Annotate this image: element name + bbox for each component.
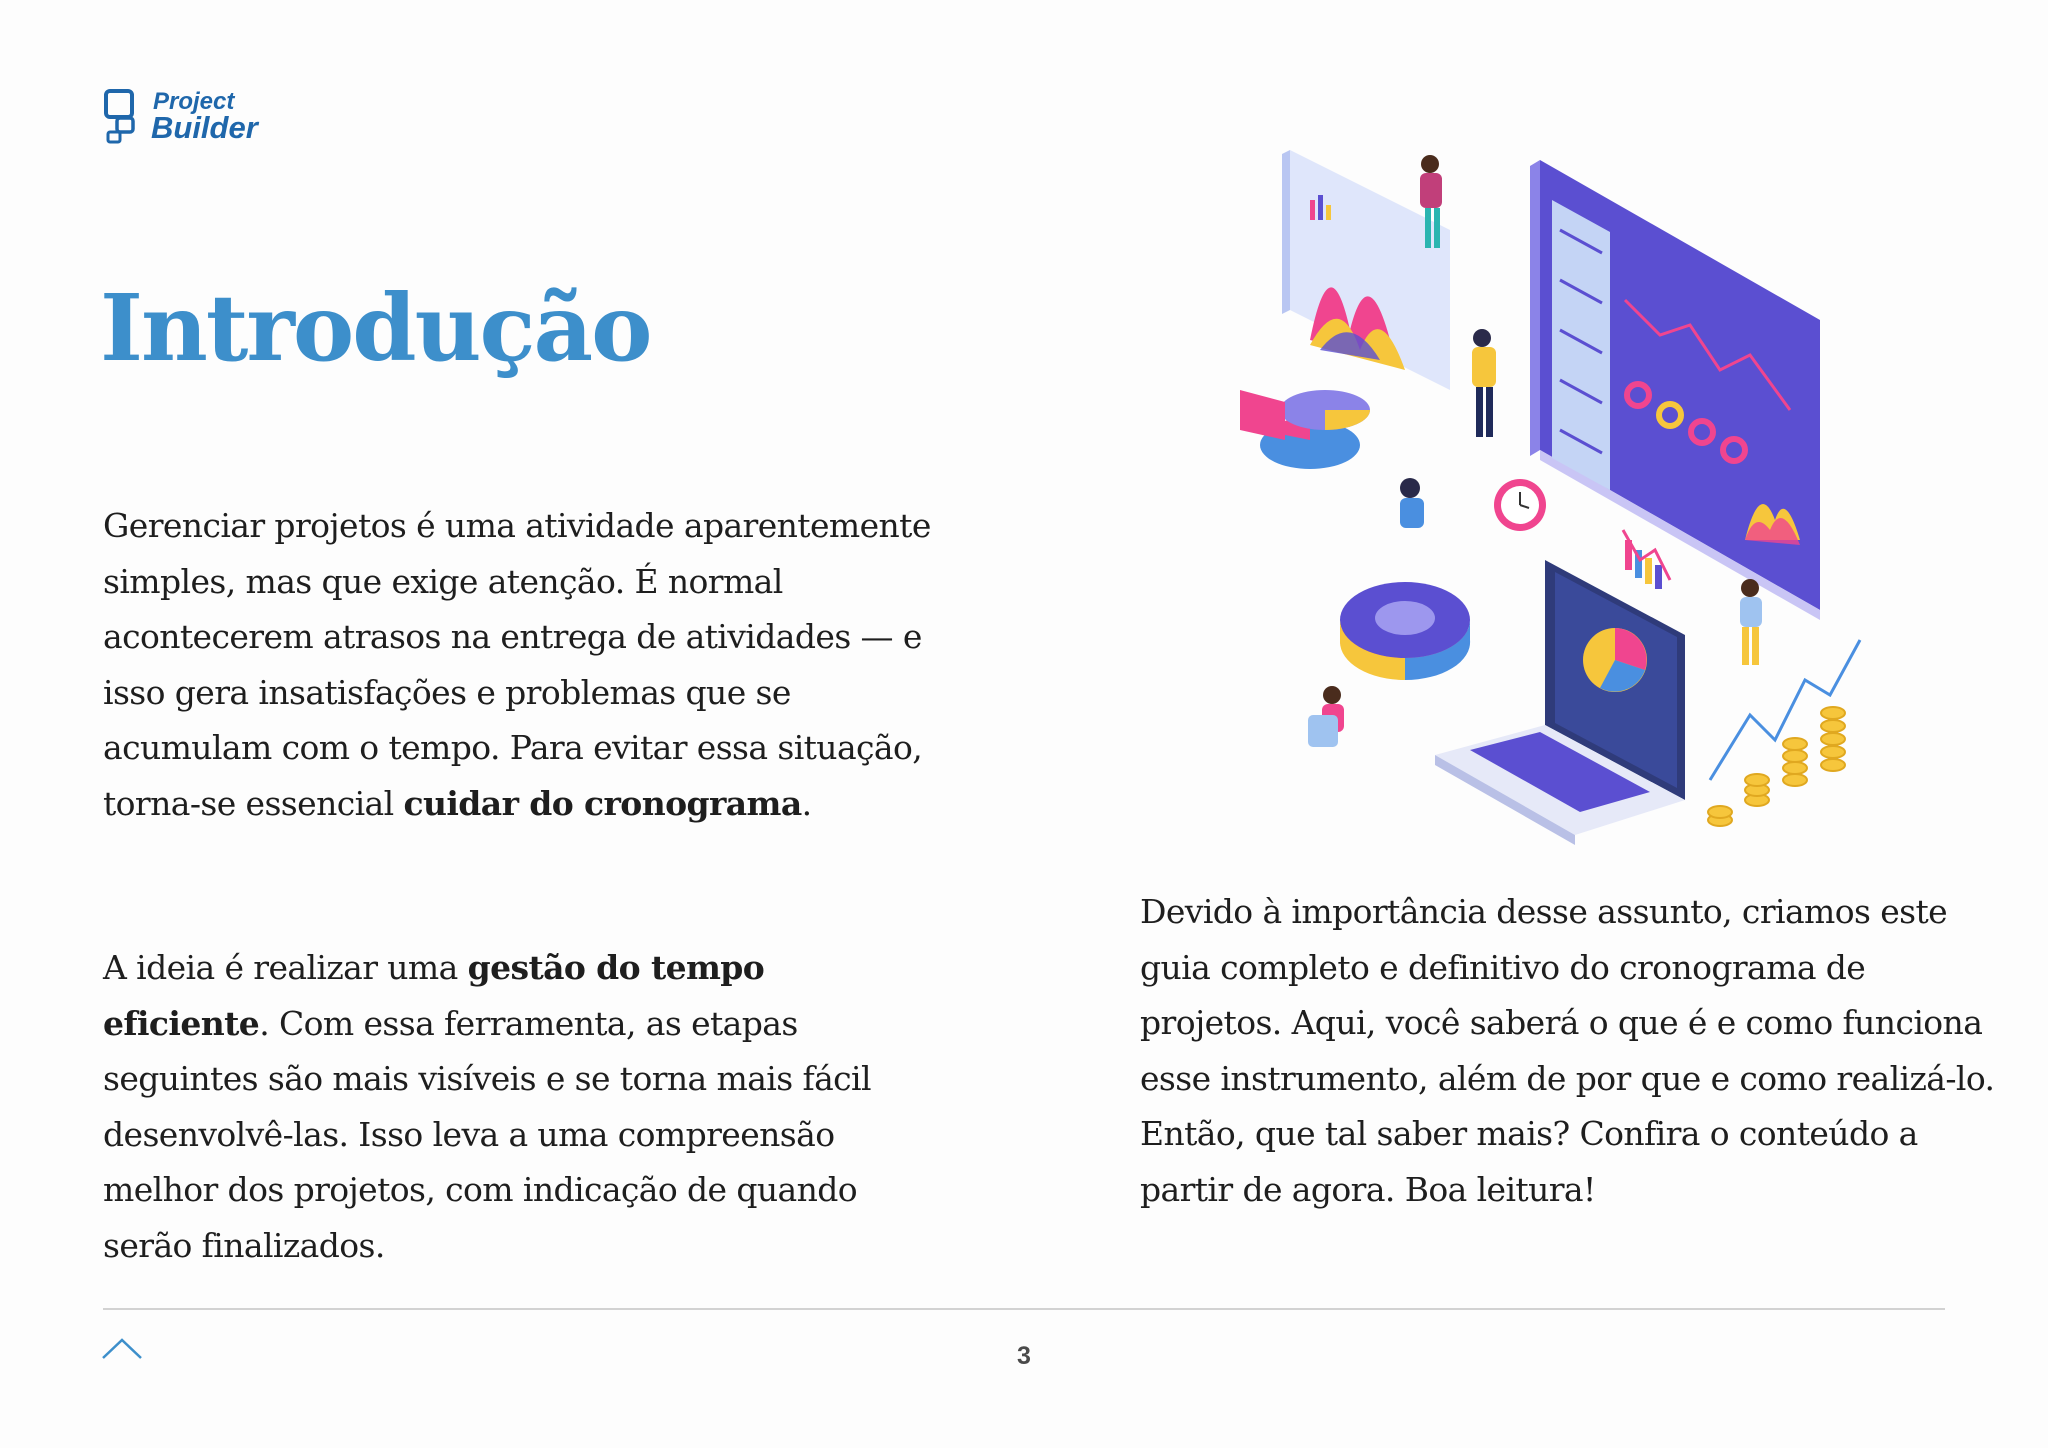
p1-text: Gerenciar projetos é uma atividade aparentemente simples, mas que exige atenção. É normal acontecerem atrasos na entrega de atividades — e isso gera insatisfações e problemas que se acumulam com o tempo. Para evitar essa situação, torna-se essencial [103, 506, 931, 823]
logo-line-1: Project [153, 87, 235, 115]
p2-bold: gestão do tempo eficiente [103, 948, 765, 1043]
p1-bold: cuidar do cronograma [403, 783, 802, 823]
p3-text: Devido à importância desse assunto, criamos este guia completo e definitivo do cronograma de projetos. Aqui, você saberá o que é e como funciona esse instrumento, além de por que e como realizá-lo. Então, que tal saber mais? Confira o conteúdo a partir de agora. Boa leitura! [1140, 892, 1995, 1209]
p1-end: . [801, 783, 812, 823]
logo-icon [103, 88, 147, 144]
coins-graphic [1708, 640, 1860, 826]
bar-chart-graphic [1623, 530, 1670, 589]
logo-wordmark [151, 87, 258, 145]
laptop-graphic [1435, 560, 1685, 845]
page-number: 3 [1017, 1342, 1031, 1370]
p2-end: . Com essa ferramenta, as etapas seguintes são mais visíveis e se torna mais fácil desenvolvê-las. Isso leva a uma compreensão melhor dos projetos, com indicação de quando serão finalizados. [103, 1003, 871, 1265]
p2-text: A ideia é realizar uma [103, 948, 468, 987]
chevron-up-icon[interactable] [101, 1336, 143, 1360]
intro-paragraph-2 [103, 940, 933, 1273]
clock-graphic [1494, 479, 1546, 531]
brand-logo[interactable] [103, 88, 258, 144]
footer-divider [103, 1308, 1945, 1310]
dashboard-board-graphic [1530, 160, 1820, 620]
page-title: Introdução [100, 274, 651, 382]
intro-paragraph-1 [103, 498, 933, 831]
isometric-analytics-illustration [1230, 140, 1870, 860]
logo-line-2: Builder [151, 109, 258, 145]
pie-chart-graphic [1240, 390, 1370, 469]
intro-paragraph-3 [1140, 884, 2000, 1217]
donut-chart-graphic [1340, 582, 1470, 680]
